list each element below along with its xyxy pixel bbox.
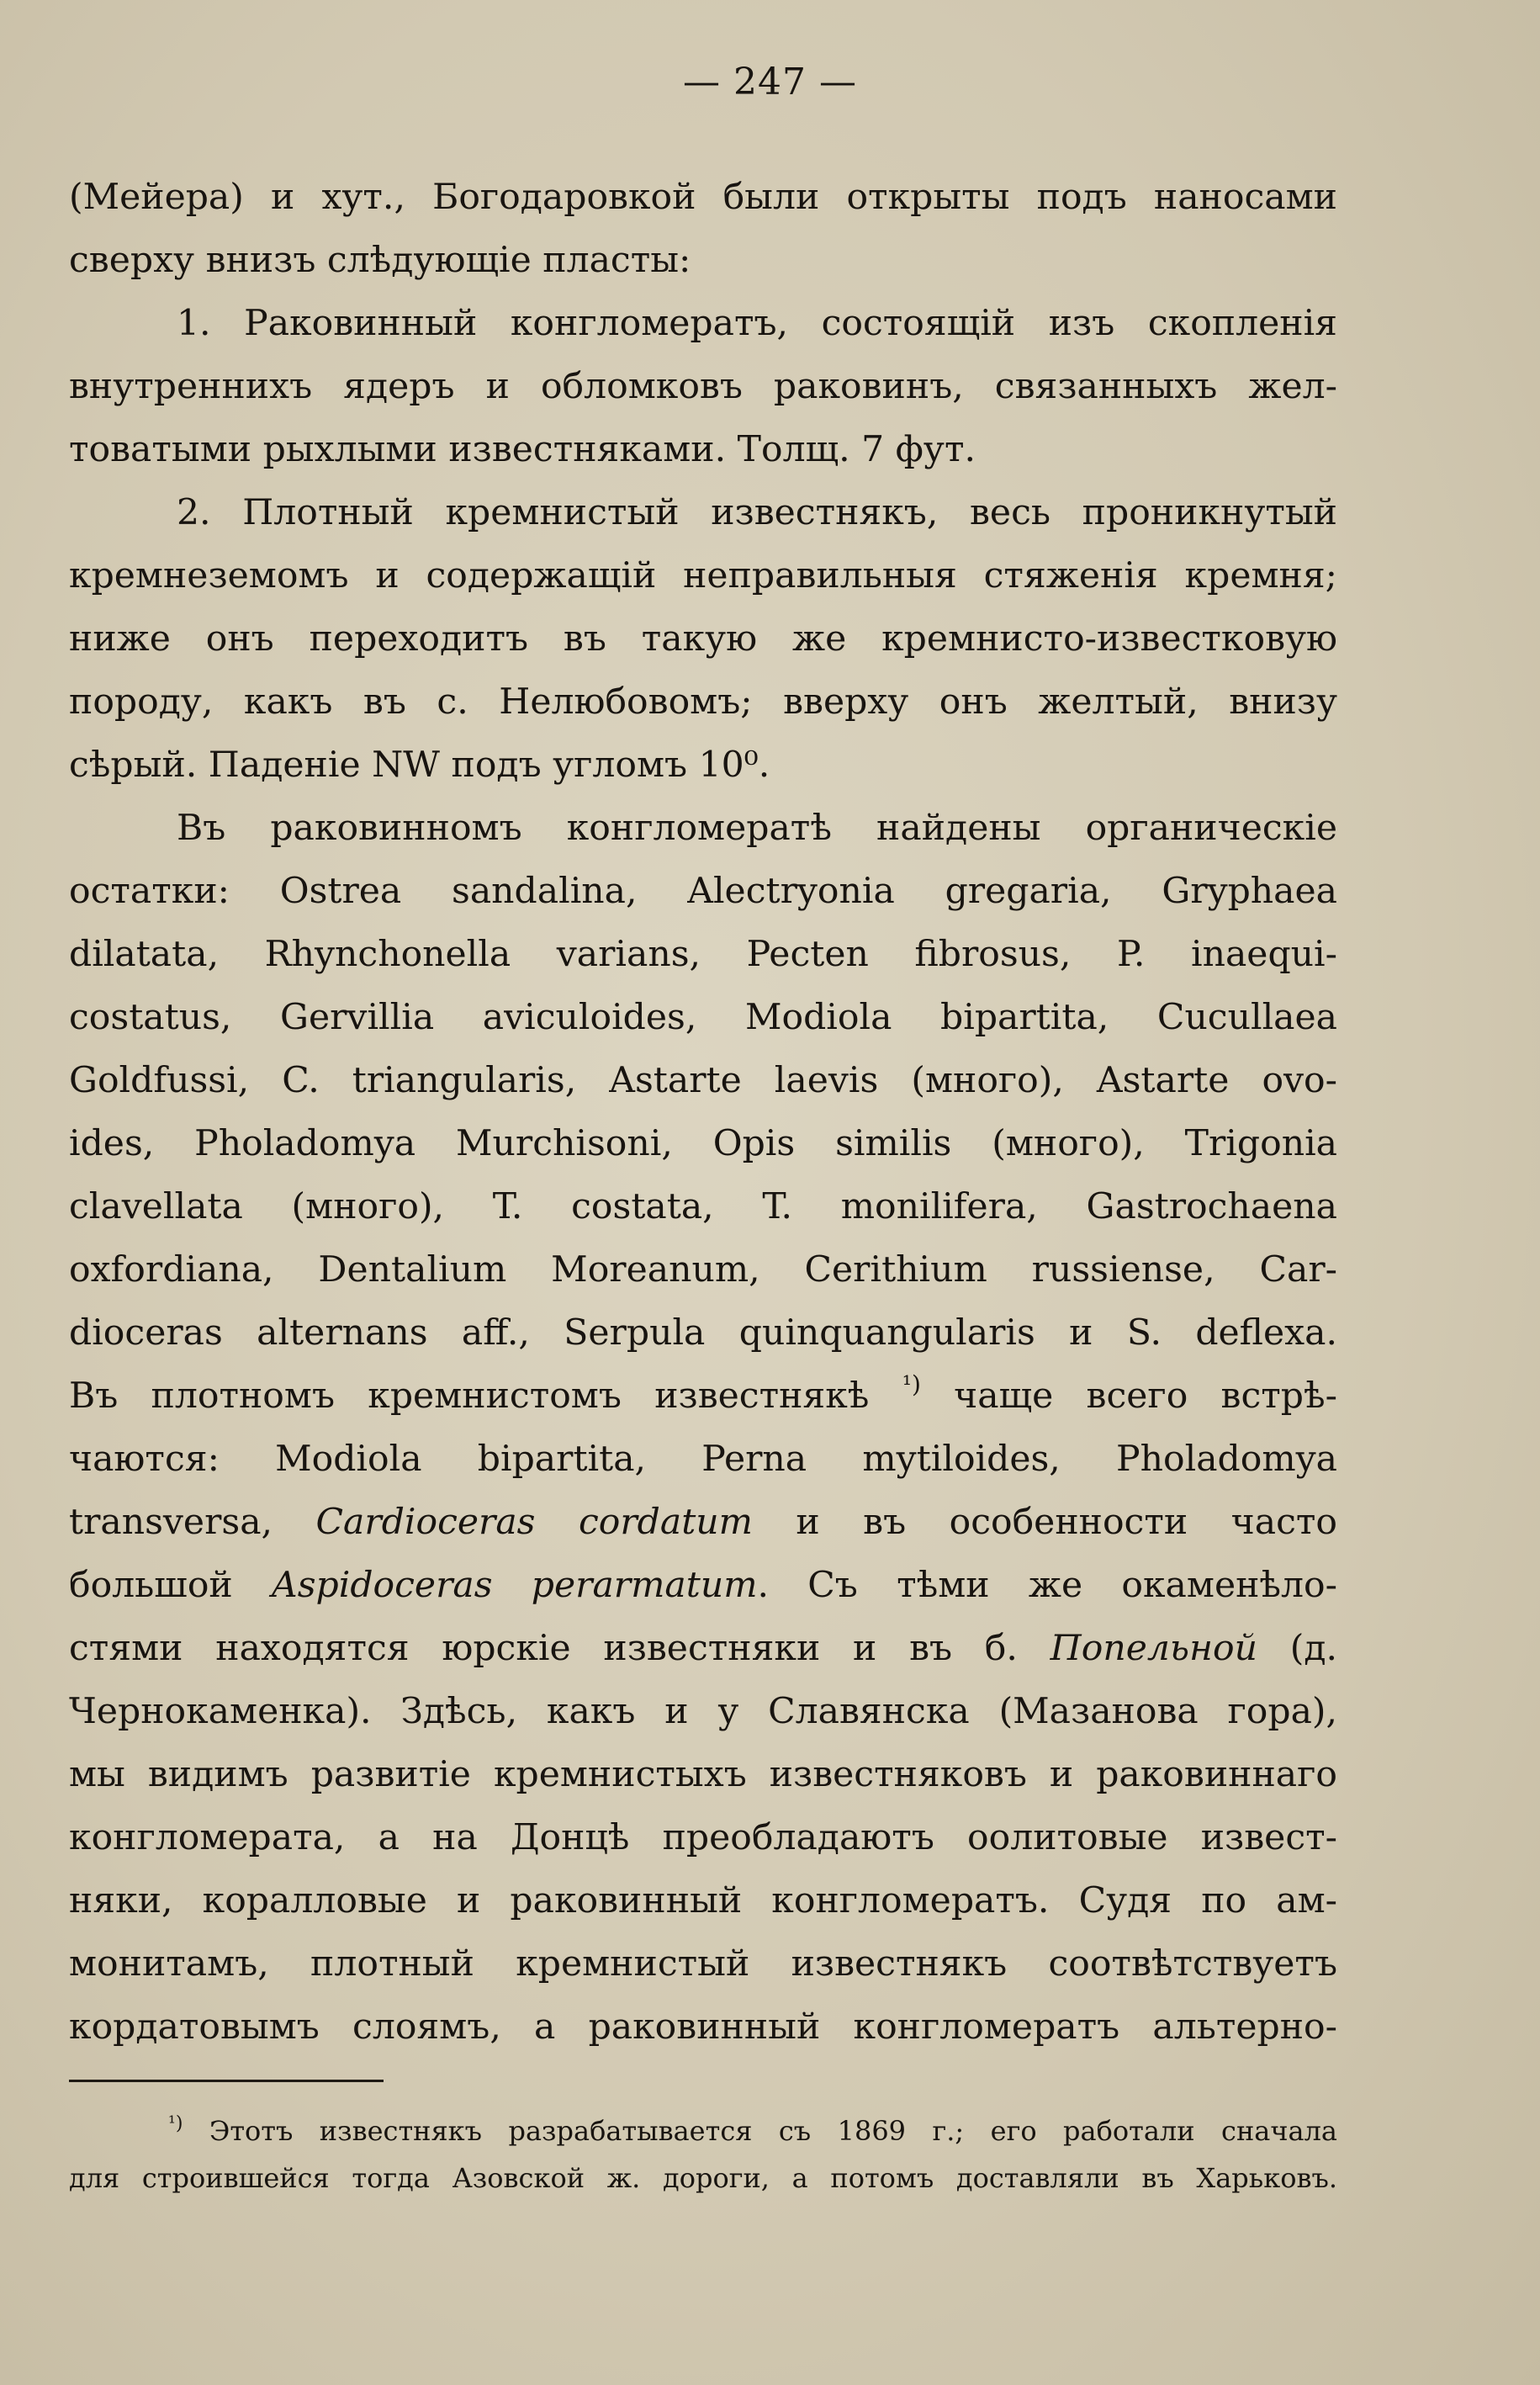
text-segment: Этотъ известнякъ разрабатывается съ 1869 г.; его работали сначала xyxy=(183,2115,1337,2147)
text-line: costatus, Gervillia aviculoides, Modiola bipartita, Cucullaea xyxy=(69,997,1337,1038)
text-line: сверху внизъ слѣдующіе пласты: xyxy=(69,240,691,281)
italic-place-name: Попельной xyxy=(1050,1628,1257,1669)
text-line: няки, коралловые и раковинный конгломератъ. Судя по ам- xyxy=(69,1880,1337,1921)
footnote-line: для строившейся тогда Азовской ж. дороги, а потомъ доставляли въ Харьковъ. xyxy=(69,2162,1337,2194)
text-line: Въ раковинномъ конгломератѣ найдены органическіе xyxy=(177,808,1337,849)
text-line: ides, Pholadomya Murchisoni, Opis similis (много), Trigonia xyxy=(69,1123,1337,1164)
text-line: 2. Плотный кремнистый известнякъ, весь проникнутый xyxy=(177,492,1337,533)
text-segment: и въ особенности часто xyxy=(752,1502,1337,1543)
text-line: породу, какъ въ с. Нелюбовомъ; вверху онъ желтый, внизу xyxy=(69,681,1337,723)
text-line xyxy=(69,1365,1337,1428)
footnote xyxy=(69,2107,1337,2202)
italic-species-name: Aspidoceras perarmatum xyxy=(272,1565,758,1606)
page-number: — 247 — xyxy=(683,61,857,103)
text-segment: стями находятся юрскіе известняки и въ б. xyxy=(69,1628,1018,1669)
text-segment: большой xyxy=(69,1565,233,1606)
text-segment: чаще всего встрѣ- xyxy=(920,1375,1337,1417)
footnote-divider xyxy=(69,2080,384,2082)
text-line: мы видимъ развитіе кремнистыхъ известняковъ и раковиннаго xyxy=(69,1754,1337,1795)
text-line: кордатовымъ слоямъ, а раковинный конгломератъ альтерно- xyxy=(69,2006,1337,2048)
italic-species-name: Cardioceras cordatum xyxy=(315,1502,753,1543)
text-segment: Въ плотномъ кремнистомъ известнякѣ xyxy=(69,1375,870,1417)
text-line: ниже онъ переходитъ въ такую же кремнисто-известковую xyxy=(69,618,1337,660)
text-line: товатыми рыхлыми известняками. Толщ. 7 фут. xyxy=(69,429,976,470)
text-line: внутреннихъ ядеръ и обломковъ раковинъ, связанныхъ жел- xyxy=(69,366,1337,407)
footnote-reference: ¹) xyxy=(902,1370,921,1398)
text-line: конгломерата, а на Донцѣ преобладаютъ оолитовые извест- xyxy=(69,1817,1337,1858)
text-segment: . Съ тѣми же окаменѣло- xyxy=(757,1565,1337,1606)
text-line: 1. Раковинный конгломератъ, состоящій изъ скопленія xyxy=(177,303,1337,344)
text-line: чаются: Modiola bipartita, Perna mytiloides, Pholadomya xyxy=(69,1439,1337,1480)
text-line: (Мейера) и хут., Богодаровкой были открыты подъ наносами xyxy=(69,177,1337,218)
text-line: dilatata, Rhynchonella varians, Pecten fibrosus, P. inaequi- xyxy=(69,934,1337,975)
text-line: Goldfussi, C. triangularis, Astarte laevis (много), Astarte ovo- xyxy=(69,1060,1337,1101)
footnote-line xyxy=(69,2107,1337,2154)
text-segment: transversa, xyxy=(69,1502,273,1543)
text-line: кремнеземомъ и содержащій неправильныя стяженія кремня; xyxy=(69,555,1337,596)
text-line xyxy=(69,1617,1337,1680)
footnote-marker: ¹) xyxy=(168,2113,183,2134)
text-line: Чернокаменка). Здѣсь, какъ и у Славянска (Мазанова гора), xyxy=(69,1691,1337,1732)
text-line: clavellata (много), T. costata, T. monilifera, Gastrochaena xyxy=(69,1186,1337,1227)
text-segment: (д. xyxy=(1257,1628,1337,1669)
body-text xyxy=(69,166,1337,2059)
text-line: dioceras alternans aff., Serpula quinquangularis и S. deflexa. xyxy=(69,1312,1337,1354)
text-line: oxfordiana, Dentalium Moreanum, Cerithium russiense, Car- xyxy=(69,1249,1337,1291)
text-line: монитамъ, плотный кремнистый известнякъ соотвѣтствуетъ xyxy=(69,1943,1337,1985)
text-line: остатки: Ostrea sandalina, Alectryonia gregaria, Gryphaea xyxy=(69,871,1337,912)
text-line xyxy=(69,1491,1337,1554)
text-line: сѣрый. Паденіе NW подъ угломъ 10⁰. xyxy=(69,745,770,786)
text-line xyxy=(69,1554,1337,1617)
